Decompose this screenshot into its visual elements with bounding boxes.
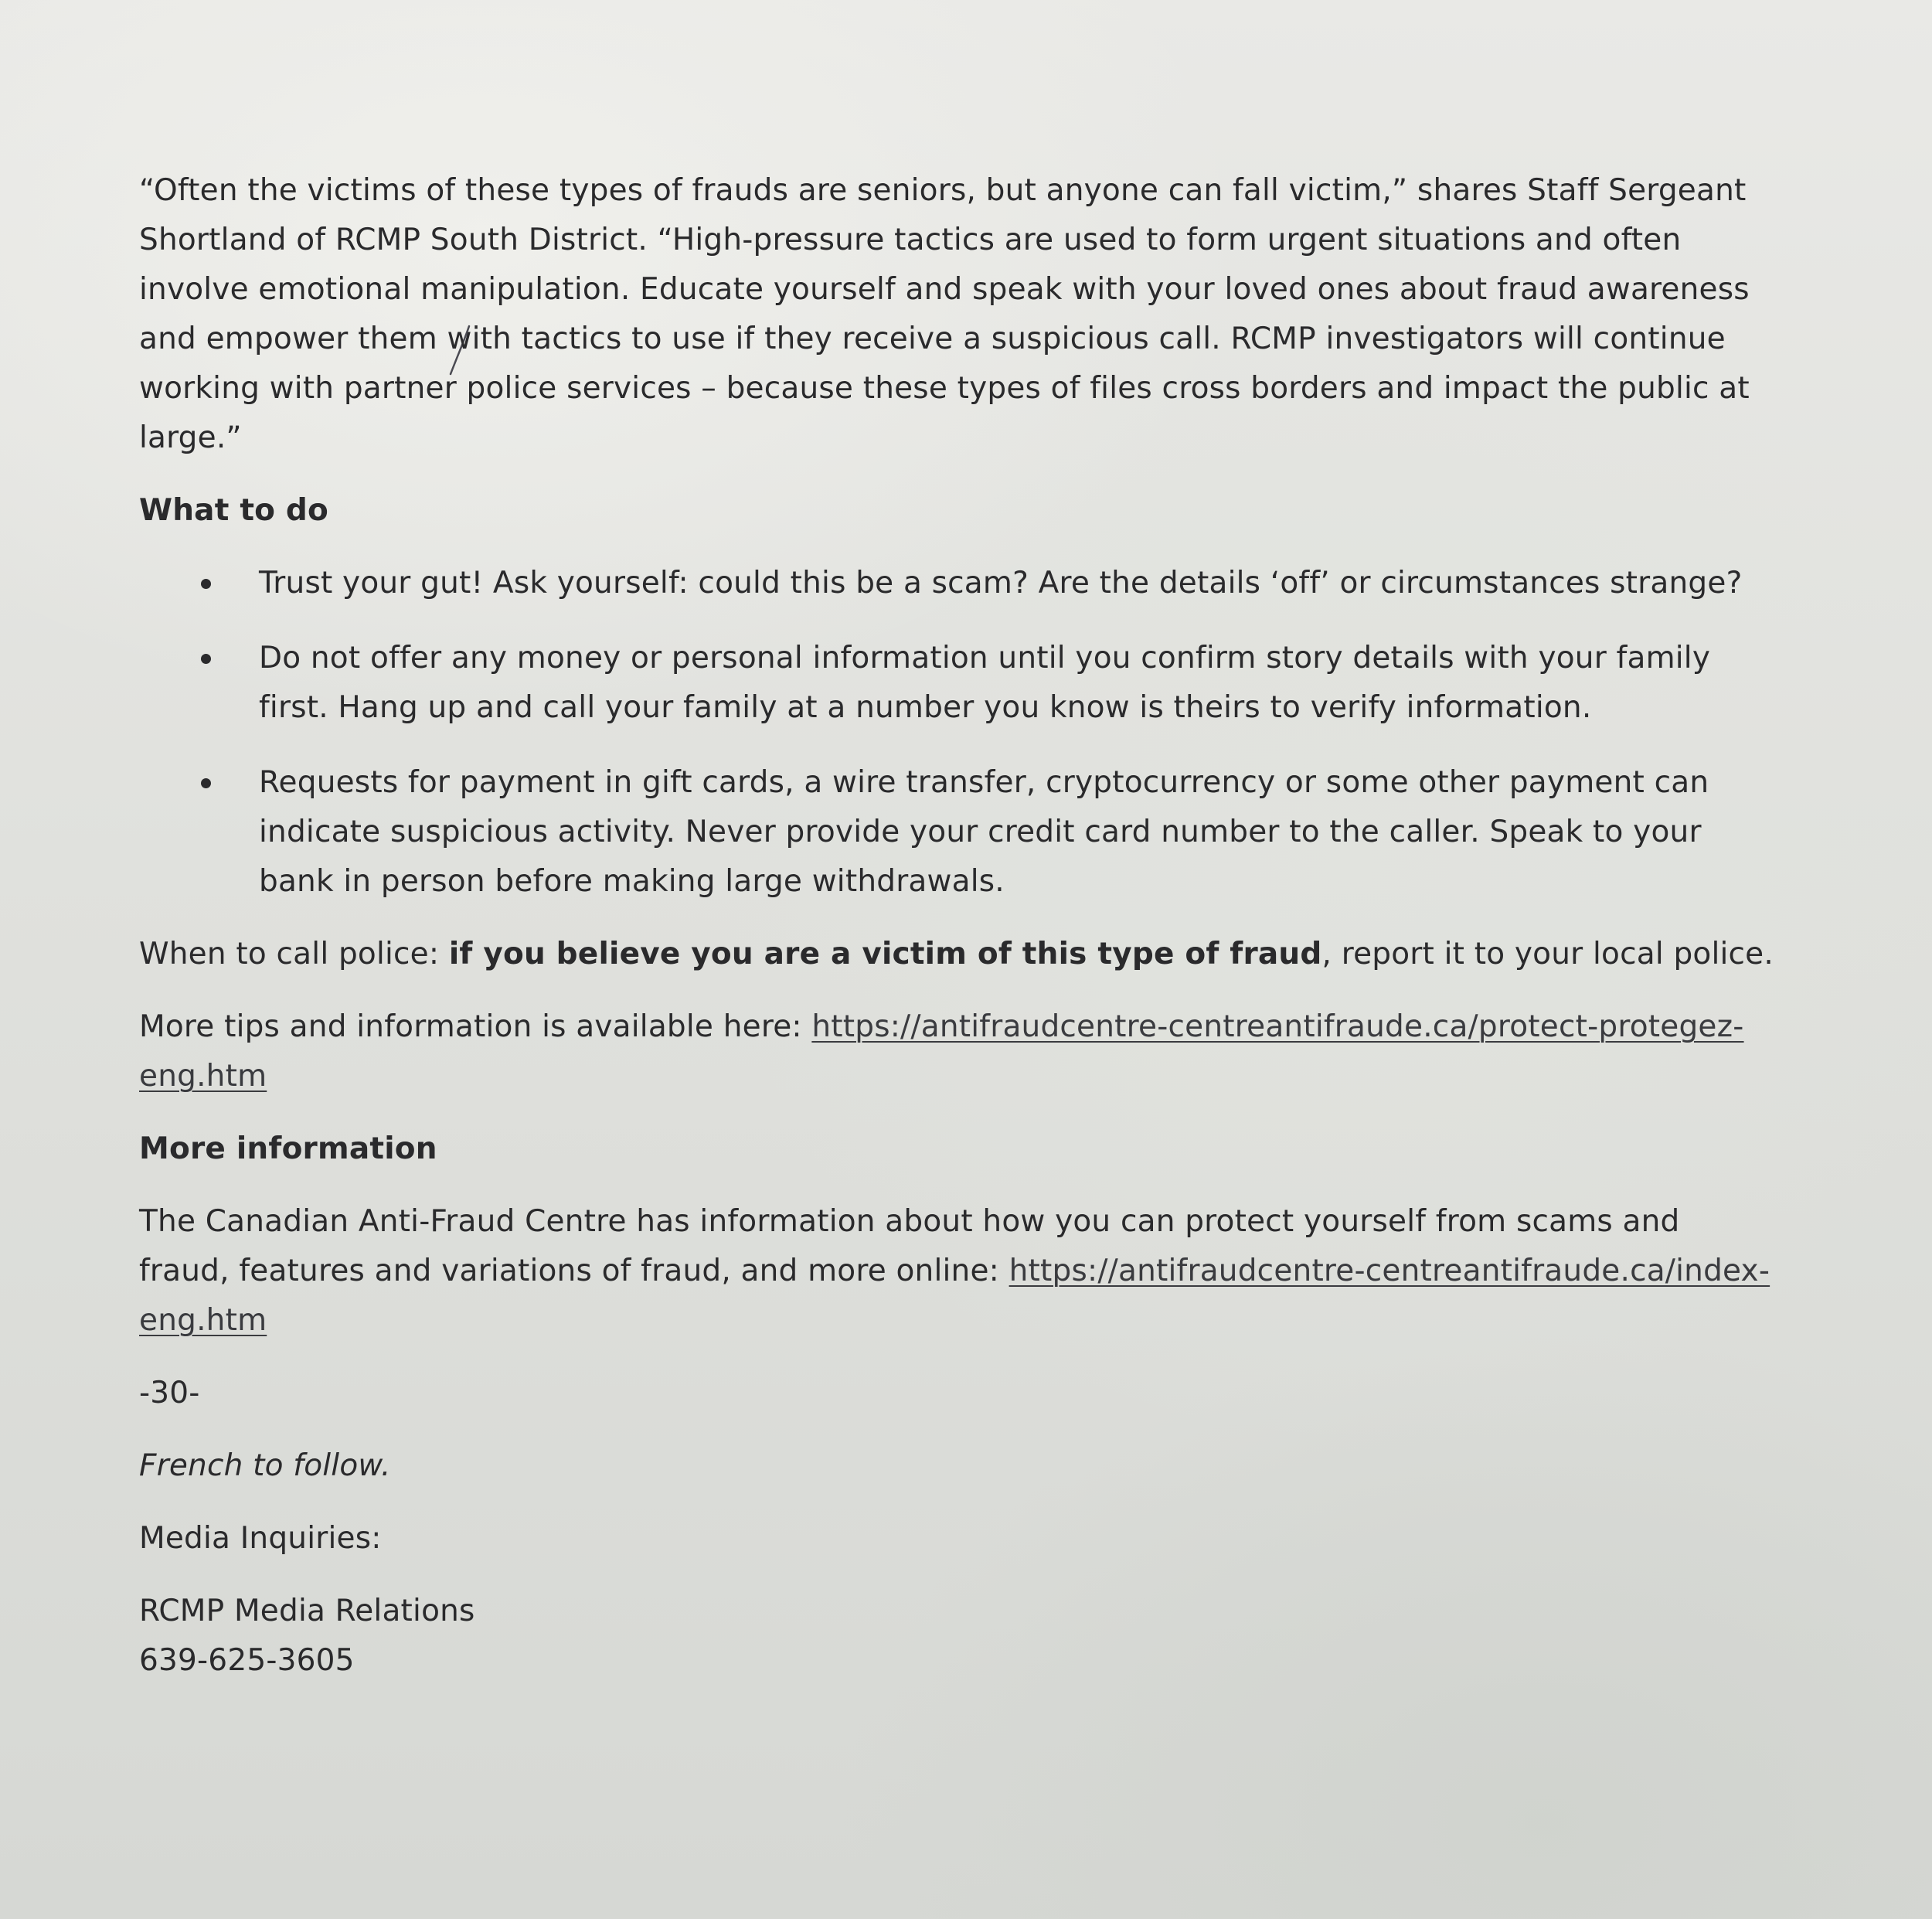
call-police-prefix: When to call police: [139, 937, 449, 971]
bullet-icon [201, 579, 211, 589]
what-to-do-heading: What to do [139, 493, 329, 528]
more-information-paragraph [139, 1197, 1777, 1346]
more-information-heading: More information [139, 1131, 437, 1166]
call-police-paragraph [139, 930, 1777, 979]
list-item [139, 634, 1777, 733]
bullet-icon [201, 654, 211, 664]
media-inquiries-label: Media Inquiries: [139, 1521, 382, 1556]
index-link[interactable]: https://antifraudcentre-centreantifraude.ca/index-eng.htm [139, 1254, 1770, 1338]
list-item [139, 758, 1777, 907]
bullet-icon [201, 778, 211, 788]
list-item-text: Trust your gut! Ask yourself: could this be a scam? Are the details ‘off’ or circumstances strange? [259, 566, 1743, 601]
media-phone: 639-625-3605 [139, 1643, 355, 1678]
list-item-text: Requests for payment in gift cards, a wire transfer, cryptocurrency or some other payment can indicate suspicious activity. Never provide your credit card number to the caller. Speak to your bank in person before making large withdrawals. [259, 765, 1709, 899]
list-item [139, 559, 1777, 608]
tips-list [139, 559, 1777, 907]
protect-link[interactable]: https://antifraudcentre-centreantifraude.ca/protect-protegez-eng.htm [139, 1009, 1744, 1094]
tips-paragraph [139, 1002, 1777, 1101]
media-org: RCMP Media Relations [139, 1594, 475, 1628]
french-note: French to follow. [139, 1448, 391, 1483]
call-police-condition: if you believe you are a victim of this type of fraud [448, 937, 1322, 971]
document-body [139, 166, 1777, 1686]
tips-prefix: More tips and information is available here: [139, 1009, 812, 1044]
quote-paragraph: “Often the victims of these types of frauds are seniors, but anyone can fall victim,” shares Staff Sergeant Shortland of RCMP South District. “High-pressure tactics are used to form urgent situations and often involve emotional manipulation. Educate yourself and speak with your loved ones about fraud awareness and empower them with tactics to use if they receive a suspicious call. RCMP investigators will continue working with partner police services – because these types of files cross borders and impact the public at large.” [139, 173, 1750, 455]
end-marker: -30- [139, 1376, 200, 1410]
list-item-text: Do not offer any money or personal information until you confirm story details with your family first. Hang up and call your family at a number you know is theirs to verify information. [259, 641, 1711, 725]
more-information-text: The Canadian Anti-Fraud Centre has information about how you can protect yourself from scams and fraud, features and variations of fraud, and more online: [139, 1204, 1680, 1288]
call-police-suffix: , report it to your local police. [1321, 937, 1774, 971]
